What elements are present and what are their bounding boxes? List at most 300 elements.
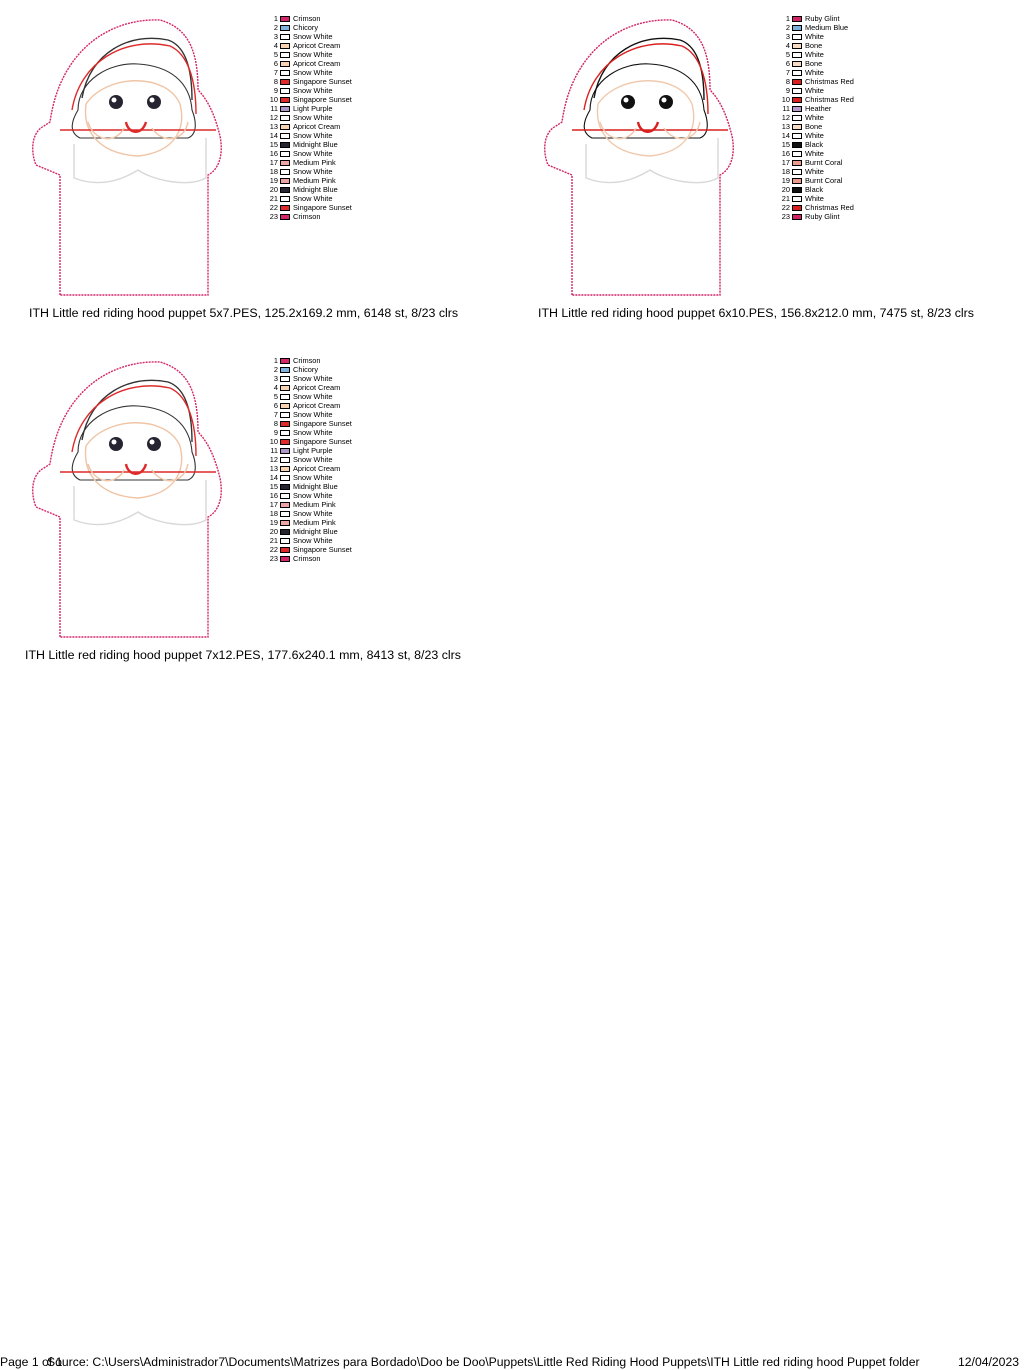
color-name: Apricot Cream xyxy=(293,464,341,473)
color-row xyxy=(778,50,854,59)
color-name: Apricot Cream xyxy=(293,383,341,392)
color-number: 3 xyxy=(273,32,278,41)
color-name: White xyxy=(805,194,824,203)
color-number: 23 xyxy=(781,212,790,221)
color-row xyxy=(266,212,352,221)
color-row xyxy=(778,68,854,77)
color-row xyxy=(266,473,352,482)
color-number: 11 xyxy=(270,446,278,455)
color-name: Christmas Red xyxy=(805,77,854,86)
color-swatch xyxy=(280,439,290,445)
color-name: Heather xyxy=(805,104,832,113)
color-row xyxy=(778,77,854,86)
color-swatch xyxy=(280,142,290,148)
color-number: 21 xyxy=(269,194,278,203)
color-swatch xyxy=(280,178,290,184)
color-number: 19 xyxy=(269,176,278,185)
color-name: Crimson xyxy=(293,554,321,563)
color-name: Apricot Cream xyxy=(293,122,341,131)
color-row xyxy=(266,383,352,392)
color-number: 8 xyxy=(785,77,790,86)
color-swatch xyxy=(280,115,290,121)
color-name: White xyxy=(805,149,824,158)
color-swatch xyxy=(792,25,802,31)
color-number: 5 xyxy=(273,50,278,59)
color-number: 16 xyxy=(269,491,278,500)
color-number: 17 xyxy=(781,158,790,167)
face-outline xyxy=(85,423,181,498)
color-row xyxy=(778,158,854,167)
color-row xyxy=(778,149,854,158)
color-name: Ruby Glint xyxy=(805,212,840,221)
color-swatch xyxy=(792,142,802,148)
color-name: White xyxy=(805,131,824,140)
color-name: Black xyxy=(805,140,824,149)
color-name: Singapore Sunset xyxy=(293,437,352,446)
color-number: 11 xyxy=(782,104,790,113)
color-row xyxy=(266,122,352,131)
puppet-embroidery-preview xyxy=(20,352,260,642)
color-swatch xyxy=(280,79,290,85)
design-preview-6x10 xyxy=(532,10,1022,340)
color-name: Snow White xyxy=(293,86,333,95)
puppet-embroidery-preview xyxy=(532,10,772,300)
puppet-outline xyxy=(33,20,222,295)
color-number: 7 xyxy=(785,68,790,77)
color-number: 17 xyxy=(269,500,278,509)
color-swatch xyxy=(280,187,290,193)
color-swatch xyxy=(280,88,290,94)
color-number: 13 xyxy=(269,464,278,473)
color-swatch xyxy=(280,124,290,130)
color-number: 14 xyxy=(269,131,278,140)
color-name: Snow White xyxy=(293,428,333,437)
color-name: Snow White xyxy=(293,392,333,401)
color-number: 8 xyxy=(273,419,278,428)
color-row xyxy=(778,113,854,122)
eye-left xyxy=(109,437,123,451)
beard-outline xyxy=(586,138,718,183)
hair-outline xyxy=(72,406,195,480)
color-name: Snow White xyxy=(293,455,333,464)
design-preview-5x7 xyxy=(20,10,510,340)
hood-inner-line xyxy=(82,380,192,442)
color-number: 17 xyxy=(269,158,278,167)
color-row xyxy=(266,104,352,113)
color-number: 1 xyxy=(785,14,790,23)
color-row xyxy=(266,167,352,176)
color-number: 18 xyxy=(781,167,790,176)
color-row xyxy=(778,14,854,23)
color-name: Ruby Glint xyxy=(805,14,840,23)
color-name: Black xyxy=(805,185,824,194)
color-swatch xyxy=(280,466,290,472)
color-swatch xyxy=(792,169,802,175)
color-row xyxy=(266,482,352,491)
design-preview-7x12 xyxy=(20,352,510,682)
color-row xyxy=(778,86,854,95)
color-name: White xyxy=(805,113,824,122)
color-name: Snow White xyxy=(293,32,333,41)
color-number: 9 xyxy=(785,86,790,95)
color-swatch xyxy=(792,205,802,211)
color-number: 15 xyxy=(269,140,278,149)
color-swatch xyxy=(280,205,290,211)
footer-date: 12/04/2023 xyxy=(958,1355,1019,1369)
color-row xyxy=(266,131,352,140)
color-name: Snow White xyxy=(293,374,333,383)
color-number: 20 xyxy=(269,185,278,194)
color-swatch xyxy=(280,43,290,49)
color-name: Burnt Coral xyxy=(805,176,843,185)
color-row xyxy=(266,86,352,95)
color-swatch xyxy=(280,547,290,553)
color-name: White xyxy=(805,32,824,41)
hood-inner-line xyxy=(594,38,704,100)
color-row xyxy=(778,176,854,185)
color-name: Singapore Sunset xyxy=(293,95,352,104)
color-number: 12 xyxy=(269,113,278,122)
color-name: Snow White xyxy=(293,149,333,158)
color-number: 23 xyxy=(269,212,278,221)
design-caption: ITH Little red riding hood puppet 7x12.PES, 177.6x240.1 mm, 8413 st, 8/23 clrs xyxy=(25,648,461,662)
color-row xyxy=(778,104,854,113)
footer-source-path: Source: C:\Users\Administrador7\Documents\Matrizes para Bordado\Doo be Doo\Puppets\Little Red Riding Hood Puppets\ITH Little red riding hood Puppet folder xyxy=(47,1355,920,1369)
color-number: 12 xyxy=(269,455,278,464)
color-swatch xyxy=(280,70,290,76)
color-number: 21 xyxy=(781,194,790,203)
color-name: Snow White xyxy=(293,113,333,122)
color-row xyxy=(266,464,352,473)
color-number: 6 xyxy=(273,59,278,68)
color-swatch xyxy=(280,385,290,391)
color-number: 2 xyxy=(273,23,278,32)
color-swatch xyxy=(792,160,802,166)
color-number: 12 xyxy=(781,113,790,122)
color-row xyxy=(266,158,352,167)
color-row xyxy=(778,32,854,41)
color-row xyxy=(266,194,352,203)
color-list xyxy=(266,356,352,563)
color-row xyxy=(266,140,352,149)
color-number: 7 xyxy=(273,68,278,77)
color-swatch xyxy=(792,52,802,58)
color-number: 7 xyxy=(273,410,278,419)
color-name: Snow White xyxy=(293,50,333,59)
color-name: White xyxy=(805,86,824,95)
color-number: 9 xyxy=(273,86,278,95)
color-name: Singapore Sunset xyxy=(293,77,352,86)
color-row xyxy=(778,140,854,149)
color-swatch xyxy=(280,34,290,40)
color-name: White xyxy=(805,167,824,176)
color-row xyxy=(778,41,854,50)
color-swatch xyxy=(280,106,290,112)
face-outline xyxy=(597,81,693,156)
color-swatch xyxy=(280,376,290,382)
color-swatch xyxy=(280,475,290,481)
color-row xyxy=(778,185,854,194)
color-number: 10 xyxy=(269,95,278,104)
color-name: Chicory xyxy=(293,365,319,374)
color-row xyxy=(266,419,352,428)
color-swatch xyxy=(280,457,290,463)
color-row xyxy=(266,455,352,464)
beard-outline xyxy=(74,138,206,183)
color-number: 3 xyxy=(785,32,790,41)
color-swatch xyxy=(280,538,290,544)
color-swatch xyxy=(792,133,802,139)
color-swatch xyxy=(280,394,290,400)
color-swatch xyxy=(792,151,802,157)
color-name: Snow White xyxy=(293,68,333,77)
color-swatch xyxy=(792,61,802,67)
color-row xyxy=(778,167,854,176)
color-name: Midnight Blue xyxy=(293,482,338,491)
color-name: Christmas Red xyxy=(805,203,854,212)
color-name: Medium Pink xyxy=(293,158,336,167)
color-number: 1 xyxy=(273,356,278,365)
color-swatch xyxy=(280,502,290,508)
color-swatch xyxy=(280,556,290,562)
color-row xyxy=(778,59,854,68)
color-row xyxy=(266,23,352,32)
color-row xyxy=(266,536,352,545)
color-row xyxy=(266,68,352,77)
color-number: 23 xyxy=(269,554,278,563)
color-number: 19 xyxy=(269,518,278,527)
color-name: Apricot Cream xyxy=(293,401,341,410)
color-swatch xyxy=(280,61,290,67)
eye-right xyxy=(147,437,161,451)
color-row xyxy=(778,23,854,32)
color-name: Apricot Cream xyxy=(293,59,341,68)
color-row xyxy=(266,410,352,419)
eye-left xyxy=(109,95,123,109)
color-row xyxy=(266,527,352,536)
face-outline xyxy=(85,81,181,156)
color-swatch xyxy=(792,187,802,193)
beard-outline xyxy=(74,480,206,525)
color-swatch xyxy=(280,412,290,418)
eye-right xyxy=(659,95,673,109)
color-name: Medium Pink xyxy=(293,176,336,185)
color-row xyxy=(266,365,352,374)
color-row xyxy=(778,203,854,212)
color-swatch xyxy=(280,511,290,517)
color-number: 21 xyxy=(269,536,278,545)
color-swatch xyxy=(280,448,290,454)
color-swatch xyxy=(280,97,290,103)
color-number: 10 xyxy=(269,437,278,446)
color-row xyxy=(266,392,352,401)
color-swatch xyxy=(792,70,802,76)
color-name: Snow White xyxy=(293,536,333,545)
color-row xyxy=(266,77,352,86)
color-swatch xyxy=(792,43,802,49)
color-swatch xyxy=(280,421,290,427)
color-name: Singapore Sunset xyxy=(293,545,352,554)
color-name: Crimson xyxy=(293,212,321,221)
color-name: Midnight Blue xyxy=(293,185,338,194)
color-number: 15 xyxy=(781,140,790,149)
color-swatch xyxy=(280,25,290,31)
color-row xyxy=(778,122,854,131)
color-number: 1 xyxy=(273,14,278,23)
color-row xyxy=(778,194,854,203)
color-row xyxy=(266,176,352,185)
color-name: White xyxy=(805,50,824,59)
color-swatch xyxy=(792,34,802,40)
color-number: 4 xyxy=(273,41,278,50)
color-swatch xyxy=(792,178,802,184)
eye-right xyxy=(147,95,161,109)
color-number: 2 xyxy=(785,23,790,32)
color-number: 20 xyxy=(269,527,278,536)
color-row xyxy=(266,401,352,410)
color-swatch xyxy=(792,214,802,220)
color-row xyxy=(778,95,854,104)
color-name: Snow White xyxy=(293,491,333,500)
color-swatch xyxy=(280,358,290,364)
color-number: 20 xyxy=(781,185,790,194)
hair-outline xyxy=(584,64,707,138)
color-name: Bone xyxy=(805,59,823,68)
color-row xyxy=(266,374,352,383)
color-swatch xyxy=(792,124,802,130)
color-number: 4 xyxy=(273,383,278,392)
color-name: Midnight Blue xyxy=(293,140,338,149)
color-swatch xyxy=(280,493,290,499)
color-row xyxy=(266,50,352,59)
color-number: 22 xyxy=(269,203,278,212)
color-number: 11 xyxy=(270,104,278,113)
color-row xyxy=(266,32,352,41)
color-name: Singapore Sunset xyxy=(293,203,352,212)
color-number: 9 xyxy=(273,428,278,437)
color-name: Snow White xyxy=(293,509,333,518)
color-name: Crimson xyxy=(293,14,321,23)
color-row xyxy=(266,509,352,518)
color-number: 15 xyxy=(269,482,278,491)
color-list xyxy=(266,14,352,221)
color-row xyxy=(266,356,352,365)
color-name: Snow White xyxy=(293,131,333,140)
color-number: 5 xyxy=(273,392,278,401)
color-swatch xyxy=(792,16,802,22)
color-row xyxy=(266,500,352,509)
color-number: 16 xyxy=(781,149,790,158)
color-row xyxy=(778,131,854,140)
color-name: Midnight Blue xyxy=(293,527,338,536)
color-swatch xyxy=(280,484,290,490)
color-list xyxy=(778,14,854,221)
color-swatch xyxy=(280,133,290,139)
color-row xyxy=(778,212,854,221)
color-name: Apricot Cream xyxy=(293,41,341,50)
color-swatch xyxy=(280,430,290,436)
color-row xyxy=(266,545,352,554)
color-row xyxy=(266,203,352,212)
color-name: Light Purple xyxy=(293,104,333,113)
color-name: Snow White xyxy=(293,473,333,482)
color-row xyxy=(266,446,352,455)
color-name: Medium Pink xyxy=(293,518,336,527)
hood-inner-line xyxy=(82,38,192,100)
color-swatch xyxy=(280,529,290,535)
color-name: Burnt Coral xyxy=(805,158,843,167)
color-swatch xyxy=(280,214,290,220)
color-number: 3 xyxy=(273,374,278,383)
color-number: 13 xyxy=(269,122,278,131)
color-number: 5 xyxy=(785,50,790,59)
color-row xyxy=(266,437,352,446)
color-name: Snow White xyxy=(293,194,333,203)
color-swatch xyxy=(792,88,802,94)
color-swatch xyxy=(792,79,802,85)
color-number: 22 xyxy=(269,545,278,554)
color-swatch xyxy=(792,97,802,103)
color-number: 14 xyxy=(781,131,790,140)
color-name: Bone xyxy=(805,41,823,50)
color-row xyxy=(266,149,352,158)
color-row xyxy=(266,554,352,563)
color-name: Medium Pink xyxy=(293,500,336,509)
puppet-outline xyxy=(545,20,734,295)
color-number: 6 xyxy=(785,59,790,68)
color-swatch xyxy=(280,196,290,202)
color-swatch xyxy=(280,52,290,58)
color-swatch xyxy=(280,16,290,22)
color-number: 4 xyxy=(785,41,790,50)
color-row xyxy=(266,491,352,500)
color-number: 10 xyxy=(781,95,790,104)
color-number: 16 xyxy=(269,149,278,158)
color-swatch xyxy=(792,115,802,121)
color-swatch xyxy=(280,367,290,373)
color-swatch xyxy=(280,403,290,409)
color-swatch xyxy=(792,196,802,202)
eye-left xyxy=(621,95,635,109)
design-caption: ITH Little red riding hood puppet 5x7.PES, 125.2x169.2 mm, 6148 st, 8/23 clrs xyxy=(29,306,459,320)
color-name: White xyxy=(805,68,824,77)
color-row xyxy=(266,59,352,68)
color-number: 19 xyxy=(781,176,790,185)
puppet-outline xyxy=(33,362,222,637)
color-swatch xyxy=(280,151,290,157)
footer-page-number: Page 1 of 1 xyxy=(0,1355,63,1369)
color-swatch xyxy=(280,520,290,526)
color-name: Snow White xyxy=(293,410,333,419)
color-number: 13 xyxy=(781,122,790,131)
color-number: 14 xyxy=(269,473,278,482)
color-row xyxy=(266,185,352,194)
color-number: 22 xyxy=(781,203,790,212)
color-name: Christmas Red xyxy=(805,95,854,104)
color-name: Singapore Sunset xyxy=(293,419,352,428)
color-number: 8 xyxy=(273,77,278,86)
color-row xyxy=(266,95,352,104)
color-number: 2 xyxy=(273,365,278,374)
hair-outline xyxy=(72,64,195,138)
color-name: Chicory xyxy=(293,23,319,32)
color-name: Crimson xyxy=(293,356,321,365)
color-name: Medium Blue xyxy=(805,23,849,32)
design-caption: ITH Little red riding hood puppet 6x10.PES, 156.8x212.0 mm, 7475 st, 8/23 clrs xyxy=(538,306,974,320)
color-row xyxy=(266,14,352,23)
color-swatch xyxy=(280,160,290,166)
puppet-embroidery-preview xyxy=(20,10,260,300)
